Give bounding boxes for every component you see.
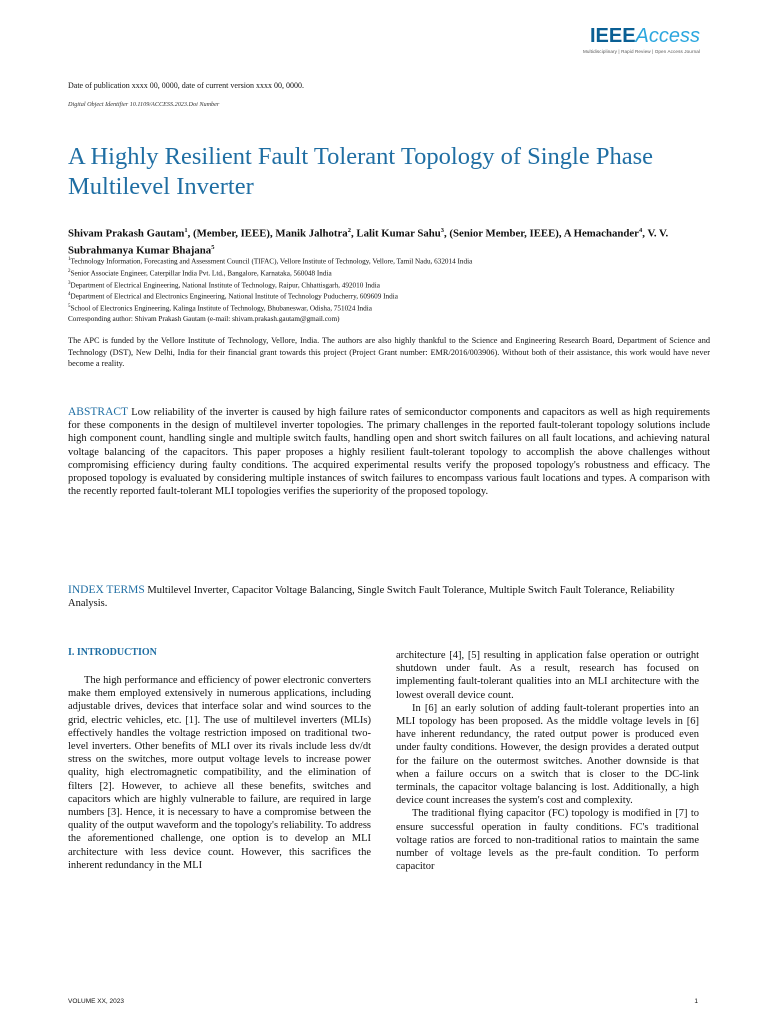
logo-access-text: Access: [635, 25, 700, 47]
affiliation-text: Senior Associate Engineer, Caterpillar India Pvt. Ltd., Bangalore, Karnataka, 560048 India: [70, 269, 332, 278]
journal-logo: [583, 26, 700, 54]
corresponding-author: Corresponding author: Shivam Prakash Gautam (e-mail: shivam.prakash.gautam@gmail.com): [68, 314, 340, 323]
affiliations: [68, 255, 710, 324]
author-sup: 4: [638, 227, 643, 234]
author-name: Manik Jalhotra: [275, 227, 348, 240]
author-name: Lalit Kumar Sahu: [356, 227, 441, 240]
paragraph: The traditional flying capacitor (FC) topology is modified in [7] to ensure successful operation in faulty conditions. FC's traditional voltage ratios are forced to non-traditional ratios to maintain the same number of voltage levels as the pre-fault condition. To perform capacitor: [396, 808, 699, 873]
author-suffix: , (Member, IEEE),: [187, 227, 276, 240]
author-name: V. V. Subrahmanya Kumar Bhajana: [68, 227, 669, 257]
doi-line: Digital Object Identifier 10.1109/ACCESS.2023.Doi Number: [68, 101, 220, 108]
affiliation-text: Department of Electrical and Electronics Engineering, National Institute of Technology Puducherry, 609609 India: [70, 292, 398, 301]
author-sup: 2: [347, 227, 351, 234]
affiliation-item: [68, 302, 710, 314]
affiliation-text: Department of Electrical Engineering, National Institute of Technology, Raipur, Chhattisgarh, 492010 India: [70, 280, 380, 289]
affiliation-text: Technology Information, Forecasting and Assessment Council (TIFAC), Vellore Institute of Technology, Vellore, Tamil Nadu, 632014 India: [70, 257, 473, 266]
author-suffix: , (Senior Member, IEEE),: [444, 227, 564, 240]
author-sup: 5: [211, 244, 215, 252]
body-column-left: [68, 674, 371, 872]
author-name: Shivam Prakash Gautam: [68, 227, 185, 240]
affiliation-sup: 2: [68, 268, 71, 274]
abstract-label: ABSTRACT: [68, 406, 129, 418]
affiliation-item: [68, 290, 710, 302]
abstract-text: Low reliability of the inverter is caused by high failure rates of semiconductor components and capacitors as well as high requirements for these components in the design of multilevel inverter topologies. The primary challenges in the reported fault-tolerant topology solutions include high component count, handling single and multiple switch faults, handling open and short switch failures on all fault locations, and achieving natural voltage balancing of the capacitors. This paper proposes a highly resilient fault-tolerant topology to accomplish the above challenges without compromising efficiency during faulty conditions. The acquired experimental results verify the proposed topology's robustness and efficacy. The proposed topology is evaluated by considering multiple instances of switch failures to encompass various fault locations and types. A comparison with the recently reported fault-tolerant MLI topologies verifies the superiority of the proposed topology.: [68, 407, 710, 498]
affiliation-text: School of Electronics Engineering, Kalinga Institute of Technology, Bhubaneswar, Odisha, 751024 India: [70, 304, 372, 313]
affiliation-sup: 4: [68, 292, 71, 298]
paragraph: In [6] an early solution of adding fault-tolerant properties into an MLI topology has been proposed. As the middle voltage levels in [6] have inherent redundancy, the rated output power is produced even under faulty conditions. However, the design provides a derated output for the failure on the outermost switches. Another downside is that when a failure occurs on a switch that is closer to the DC-link terminals, the capacitor voltage balancing is lost. Additionally, a high device count increases the system's cost and complexity.: [396, 702, 699, 807]
funding-statement: The APC is funded by the Vellore Institute of Technology, Vellore, India. The authors are also highly thankful to the Science and Engineering Research Board, Department of Science and Technology (DST), New Delhi, India for their financial grant towards this project (Project Grant number: EMR/2016/003906). Without both of their assistance, this work would have never become a reality.: [68, 336, 710, 369]
body-column-right: [396, 649, 699, 873]
publication-date: Date of publication xxxx 00, 0000, date of current version xxxx 00, 0000.: [68, 81, 304, 90]
affiliation-item: [68, 279, 710, 291]
index-terms-text: Multilevel Inverter, Capacitor Voltage Balancing, Single Switch Fault Tolerance, Multiple Switch Fault Tolerance, Reliability Analysis.: [68, 585, 675, 610]
affiliation-sup: 1: [68, 257, 71, 262]
paragraph: The high performance and efficiency of power electronic converters make them employed extensively in numerous applications, including adjustable drives, devices that interface solar and wind sources to the grid, electric vehicles, etc. [1]. The use of multilevel inverters (MLIs) effectively handles the voltage restriction imposed on traditional two-level inverters. Other benefits of MLI over its rivals include less dv/dt stress on the switches, more output voltage levels to increase power quality, high electromagnetic compatibility, and the elimination of filters [2]. However, to achieve all these benefits, switches and capacitors which are highly vulnerable to failure, are required in large numbers [3]. Hence, it is necessary to have a compromise between the quality of the output waveform and the topology's reliability. To address the aforementioned challenge, one option is to develop an MLI architecture with less device count. However, this sacrifices the inherent redundancy in the MLI: [68, 675, 371, 871]
section-heading: I. INTRODUCTION: [68, 647, 157, 658]
author-sup: 3: [440, 227, 445, 234]
author-suffix: ,: [350, 227, 357, 240]
index-terms-label: INDEX TERMS: [68, 584, 145, 596]
author-sup: 1: [184, 227, 188, 234]
paragraph: architecture [4], [5] resulting in application false operation or outright shutdown under fault. As a result, research has focused on implementing fault-tolerant qualities into an MLI architecture with the lowest overall device count.: [396, 650, 699, 701]
logo-ieee-text: IEEE: [589, 25, 636, 47]
author-suffix: ,: [642, 227, 648, 240]
logo-wordmark: [583, 26, 700, 46]
affiliation-item: [68, 267, 710, 279]
affiliation-item: [68, 255, 710, 267]
page-number: 1: [694, 998, 698, 1005]
author-list: [68, 224, 710, 259]
affiliation-sup: 5: [68, 304, 71, 310]
paper-title: A Highly Resilient Fault Tolerant Topology of Single Phase Multilevel Inverter: [68, 143, 653, 200]
index-terms: [68, 584, 710, 610]
logo-tagline: Multidisciplinary | Rapid Review | Open Access Journal: [582, 49, 700, 54]
author-name: A Hemachander: [563, 227, 639, 240]
footer-volume: VOLUME XX, 2023: [68, 998, 124, 1005]
abstract: [68, 406, 710, 498]
affiliation-sup: 3: [68, 280, 71, 286]
